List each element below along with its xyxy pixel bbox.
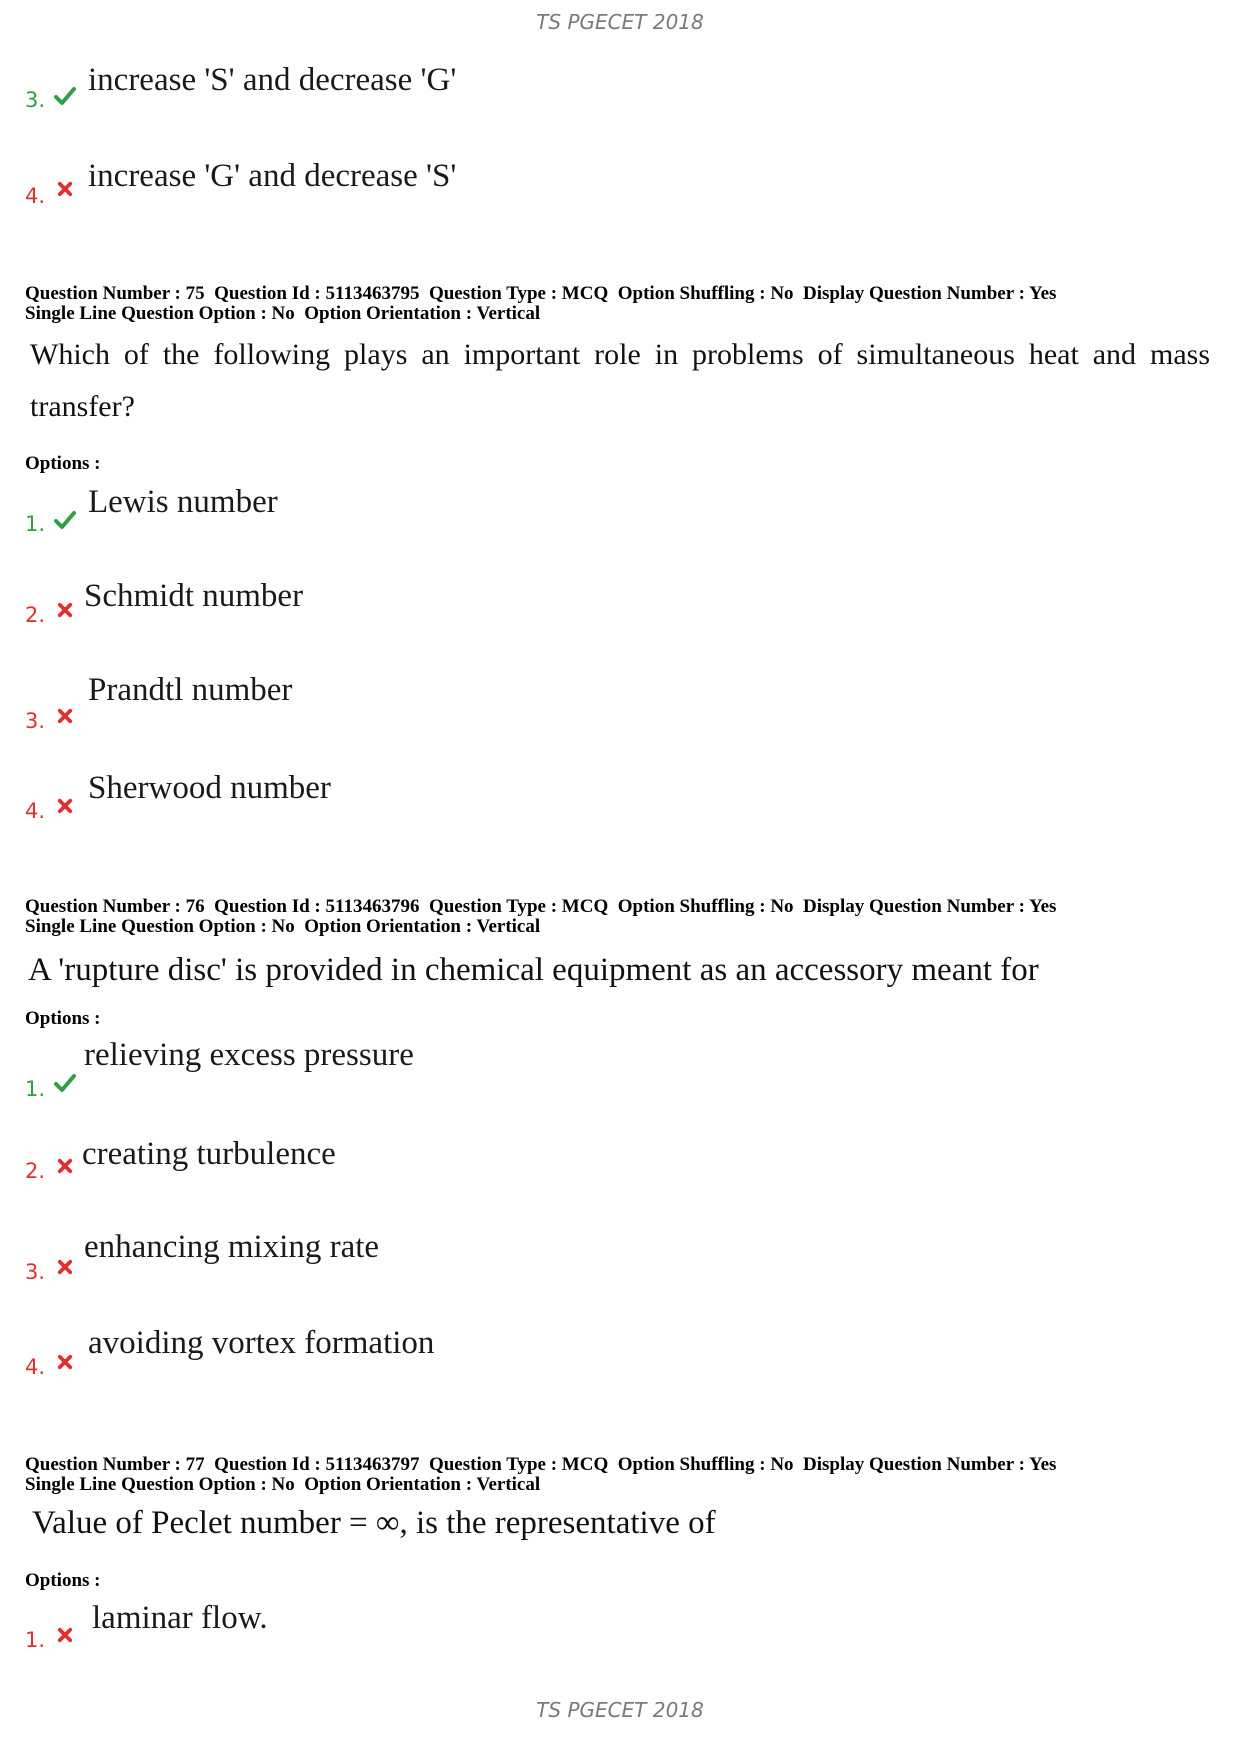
option-number: 3. bbox=[25, 1260, 46, 1284]
option-number: 4. bbox=[25, 799, 46, 823]
option-text: avoiding vortex formation bbox=[88, 1325, 435, 1361]
cross-icon bbox=[56, 797, 74, 815]
question-text: transfer? bbox=[30, 390, 135, 423]
option-text: Sherwood number bbox=[88, 770, 331, 806]
question-meta: Single Line Question Option : No Option Orientation : Vertical bbox=[25, 1474, 541, 1495]
option-text: Lewis number bbox=[88, 484, 278, 520]
option-text: increase 'G' and decrease 'S' bbox=[88, 158, 457, 194]
option-text: creating turbulence bbox=[82, 1136, 336, 1172]
option-text: Schmidt number bbox=[84, 578, 304, 614]
cross-icon bbox=[56, 1157, 74, 1175]
check-icon bbox=[53, 84, 77, 108]
option-text: Prandtl number bbox=[88, 672, 293, 708]
options-label: Options : bbox=[25, 453, 101, 474]
option-number: 1. bbox=[25, 1077, 46, 1101]
option-number: 2. bbox=[25, 1159, 46, 1183]
cross-icon bbox=[56, 1258, 74, 1276]
option-text: increase 'S' and decrease 'G' bbox=[88, 62, 457, 98]
cross-icon bbox=[56, 180, 74, 198]
option-number: 2. bbox=[25, 603, 46, 627]
check-icon bbox=[53, 508, 77, 532]
options-label: Options : bbox=[25, 1008, 101, 1029]
question-text: Value of Peclet number = ∞, is the representative of bbox=[32, 1505, 716, 1541]
cross-icon bbox=[56, 1626, 74, 1644]
option-number: 3. bbox=[25, 88, 46, 112]
option-text: laminar flow. bbox=[92, 1600, 268, 1636]
page-header: TS PGECET 2018 bbox=[536, 10, 704, 34]
option-text: relieving excess pressure bbox=[84, 1037, 414, 1073]
option-number: 4. bbox=[25, 1355, 46, 1379]
cross-icon bbox=[56, 601, 74, 619]
cross-icon bbox=[56, 707, 74, 725]
options-label: Options : bbox=[25, 1570, 101, 1591]
page-footer: TS PGECET 2018 bbox=[536, 1698, 704, 1722]
option-text: enhancing mixing rate bbox=[84, 1229, 380, 1265]
option-number: 1. bbox=[25, 512, 46, 536]
question-meta: Single Line Question Option : No Option Orientation : Vertical bbox=[25, 916, 541, 937]
question-text: A 'rupture disc' is provided in chemical equipment as an accessory meant for bbox=[28, 952, 1039, 988]
option-number: 3. bbox=[25, 709, 46, 733]
question-meta: Single Line Question Option : No Option Orientation : Vertical bbox=[25, 303, 541, 324]
question-meta: Question Number : 76 Question Id : 5113463796 Question Type : MCQ Option Shuffling : No Display Question Number : Yes bbox=[25, 896, 1057, 917]
option-number: 1. bbox=[25, 1628, 46, 1652]
cross-icon bbox=[56, 1353, 74, 1371]
question-text: Which of the following plays an important role in problems of simultaneous heat and mass bbox=[30, 338, 1210, 371]
question-meta: Question Number : 77 Question Id : 5113463797 Question Type : MCQ Option Shuffling : No Display Question Number : Yes bbox=[25, 1454, 1057, 1475]
question-meta: Question Number : 75 Question Id : 5113463795 Question Type : MCQ Option Shuffling : No Display Question Number : Yes bbox=[25, 283, 1057, 304]
option-number: 4. bbox=[25, 184, 46, 208]
check-icon bbox=[53, 1071, 77, 1095]
